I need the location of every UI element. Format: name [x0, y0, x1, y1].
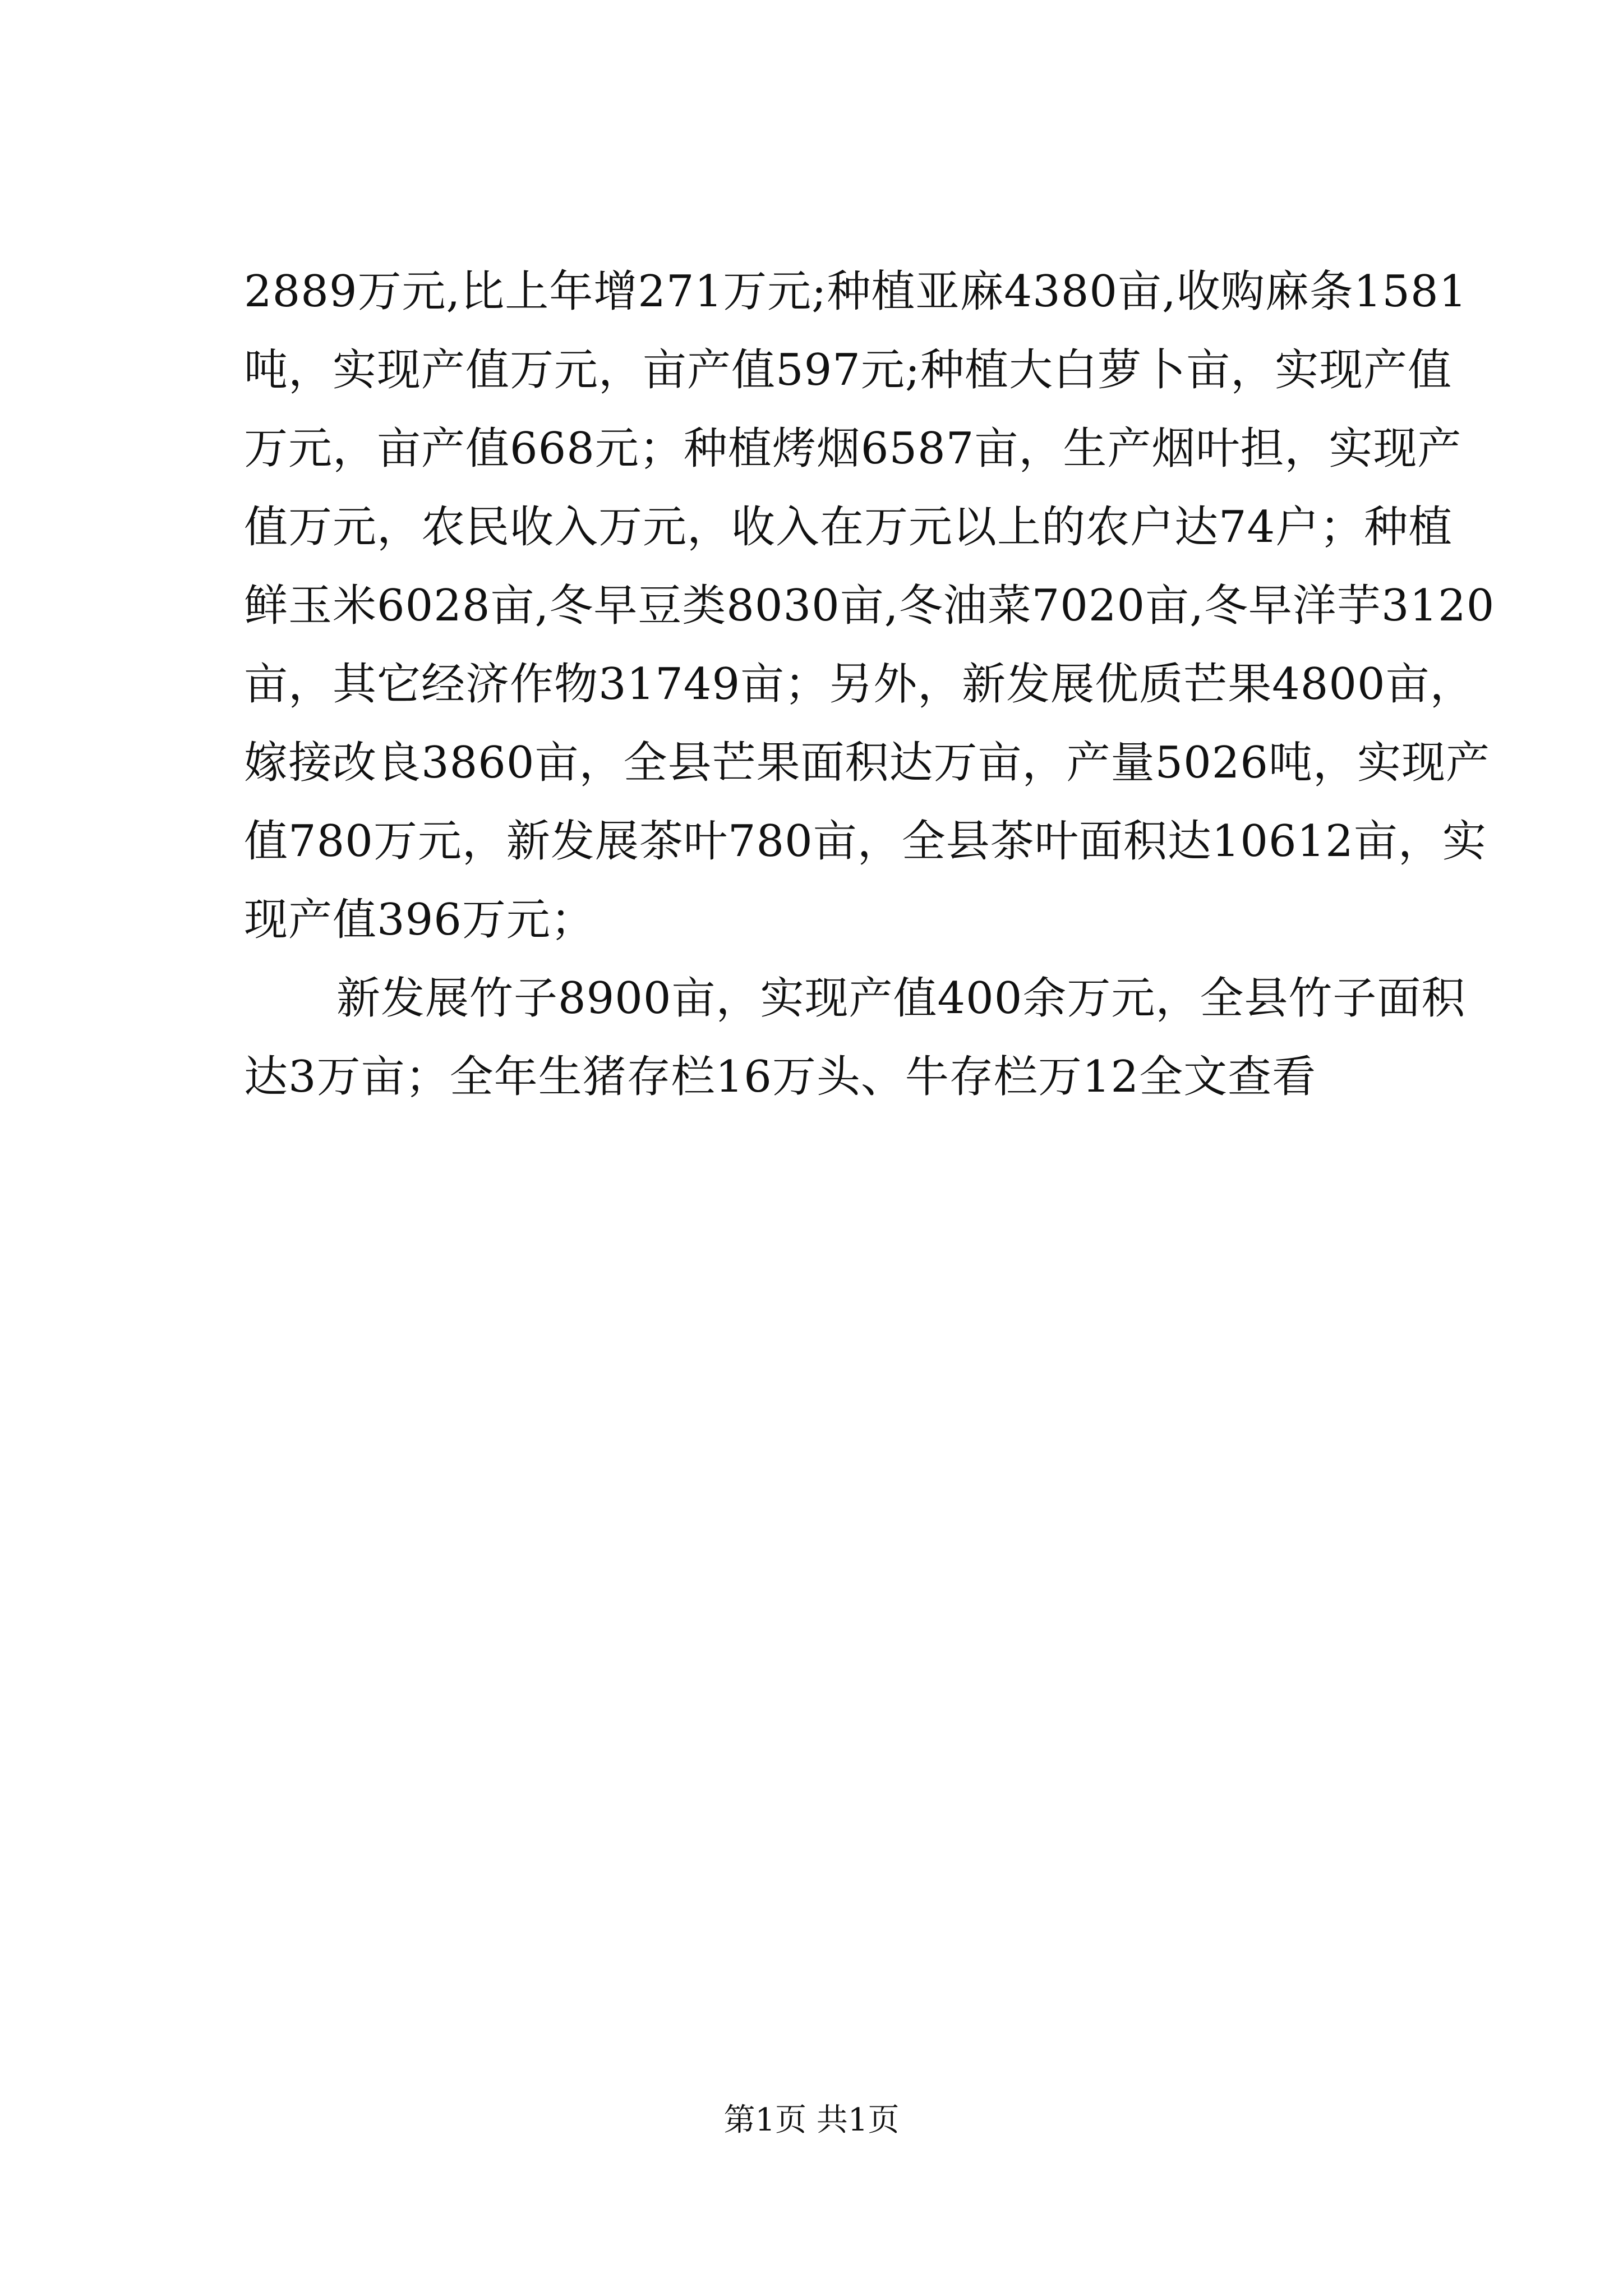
- text-line: 吨，实现产值万元，亩产值597元;种植大白萝卜亩，实现产值: [244, 345, 1453, 395]
- text-line: 新发展竹子8900亩，实现产值400余万元，全县竹子面积: [336, 973, 1466, 1024]
- text-line: 达3万亩；全年生猪存栏16万头、牛存栏万12全文查看: [244, 1052, 1317, 1102]
- text-line: 鲜玉米6028亩,冬早豆类8030亩,冬油菜7020亩,冬早洋芋3120: [244, 581, 1495, 631]
- text-line: 亩，其它经济作物31749亩；另外，新发展优质芒果4800亩，: [244, 659, 1474, 710]
- paragraph-1: [244, 264, 1495, 948]
- text-line: 值万元，农民收入万元，收入在万元以上的农户达74户；种植: [244, 502, 1453, 553]
- text-line: 2889万元,比上年增271万元;种植亚麻4380亩,收购麻条1581: [244, 266, 1468, 317]
- text-line: 值780万元，新发展茶叶780亩，全县茶叶面积达10612亩，实: [244, 816, 1487, 867]
- text-line: 嫁接改良3860亩，全县芒果面积达万亩，产量5026吨，实现产: [244, 738, 1491, 788]
- text-line: 万元，亩产值668元；种植烤烟6587亩，生产烟叶担，实现产: [244, 424, 1462, 474]
- document-body: [244, 264, 1495, 1128]
- page-number-footer: 第1页 共1页: [723, 2102, 900, 2138]
- text-line: 现产值396万元；: [244, 895, 595, 945]
- paragraph-2: [244, 970, 1466, 1105]
